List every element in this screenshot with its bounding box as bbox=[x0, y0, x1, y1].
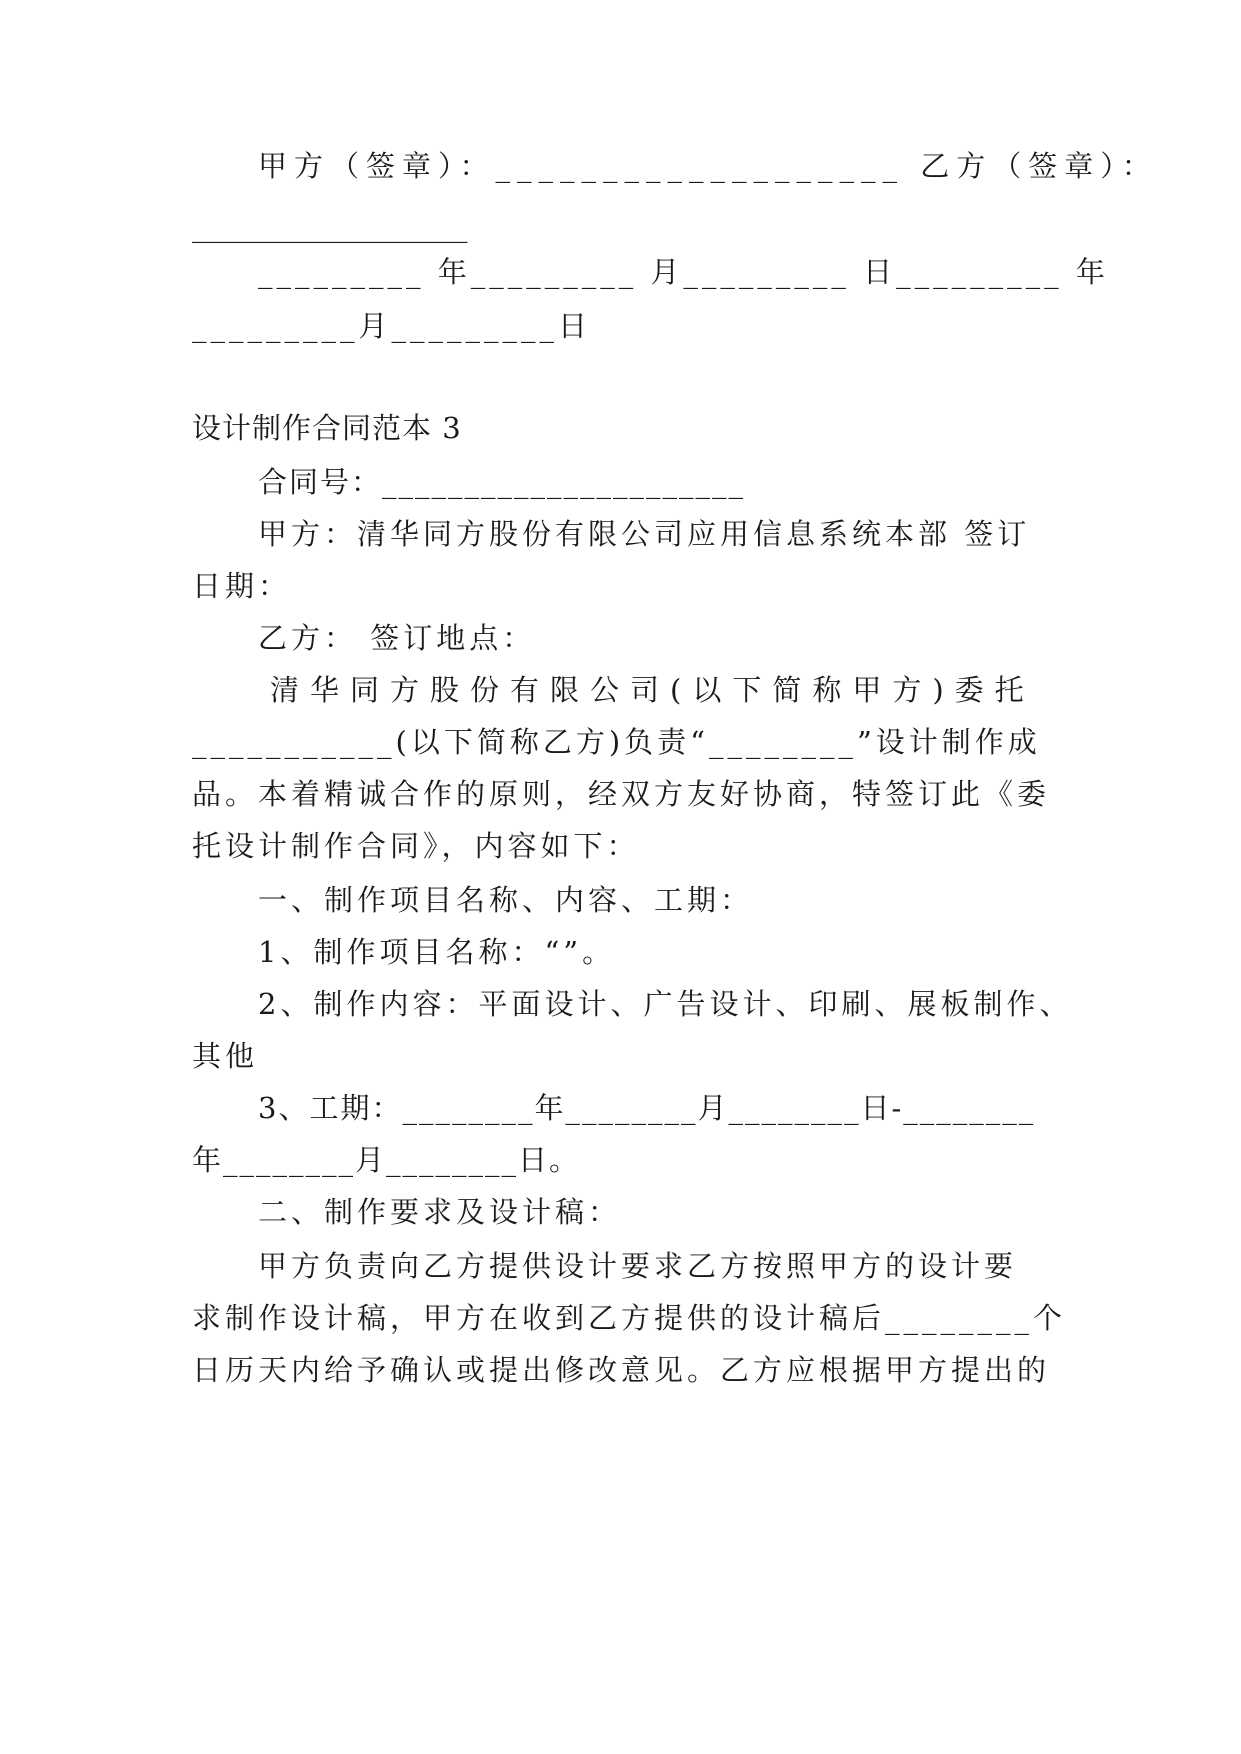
intro-paragraph-line: 托设计制作合同》，内容如下： bbox=[192, 829, 640, 863]
signature-date-line-continued: _________月_________日 bbox=[192, 309, 592, 343]
list-item: 2、制作内容：平面设计、广告设计、印刷、展板制作、 bbox=[258, 987, 1073, 1021]
list-item: 1、制作项目名称：“”。 bbox=[258, 935, 616, 969]
section-heading: 二、制作要求及设计稿： bbox=[258, 1195, 622, 1229]
intro-paragraph-line: 清华同方股份有限公司(以下简称甲方)委托 bbox=[270, 673, 1035, 707]
signature-date-line: _________ 年_________ 月_________ 日_________ 年 bbox=[258, 255, 1109, 289]
party-a-continued: 日期： bbox=[192, 569, 292, 603]
body-paragraph-line: 甲方负责向乙方提供设计要求乙方按照甲方的设计要 bbox=[258, 1249, 1018, 1283]
party-b: 乙方： 签订地点： bbox=[258, 621, 536, 655]
body-paragraph-line: 求制作设计稿，甲方在收到乙方提供的设计稿后________个 bbox=[192, 1301, 1067, 1335]
list-item-continued: 年________月________日。 bbox=[192, 1143, 581, 1177]
section-heading: 一、制作项目名称、内容、工期： bbox=[258, 883, 754, 917]
body-paragraph-line: 日历天内给予确认或提出修改意见。乙方应根据甲方提出的 bbox=[192, 1353, 1051, 1387]
party-a: 甲方：清华同方股份有限公司应用信息系统本部 签订 bbox=[258, 517, 1031, 551]
contract-number: 合同号：______________________ bbox=[258, 465, 746, 499]
intro-paragraph-line: 品。本着精诚合作的原则，经双方友好协商，特签订此《委 bbox=[192, 777, 1051, 811]
signature-blank-line: ___________________ bbox=[192, 209, 468, 243]
list-item-continued: 其他 bbox=[192, 1039, 259, 1073]
signature-line: 甲方（签章）：___________________ 乙方（签章）： bbox=[258, 149, 1158, 183]
intro-paragraph-line: ___________(以下简称乙方)负责“________”设计制作成 bbox=[192, 725, 1041, 759]
contract-title: 设计制作合同范本 3 bbox=[192, 411, 462, 445]
list-item: 3、工期：________年________月________日-________ bbox=[258, 1091, 1036, 1125]
